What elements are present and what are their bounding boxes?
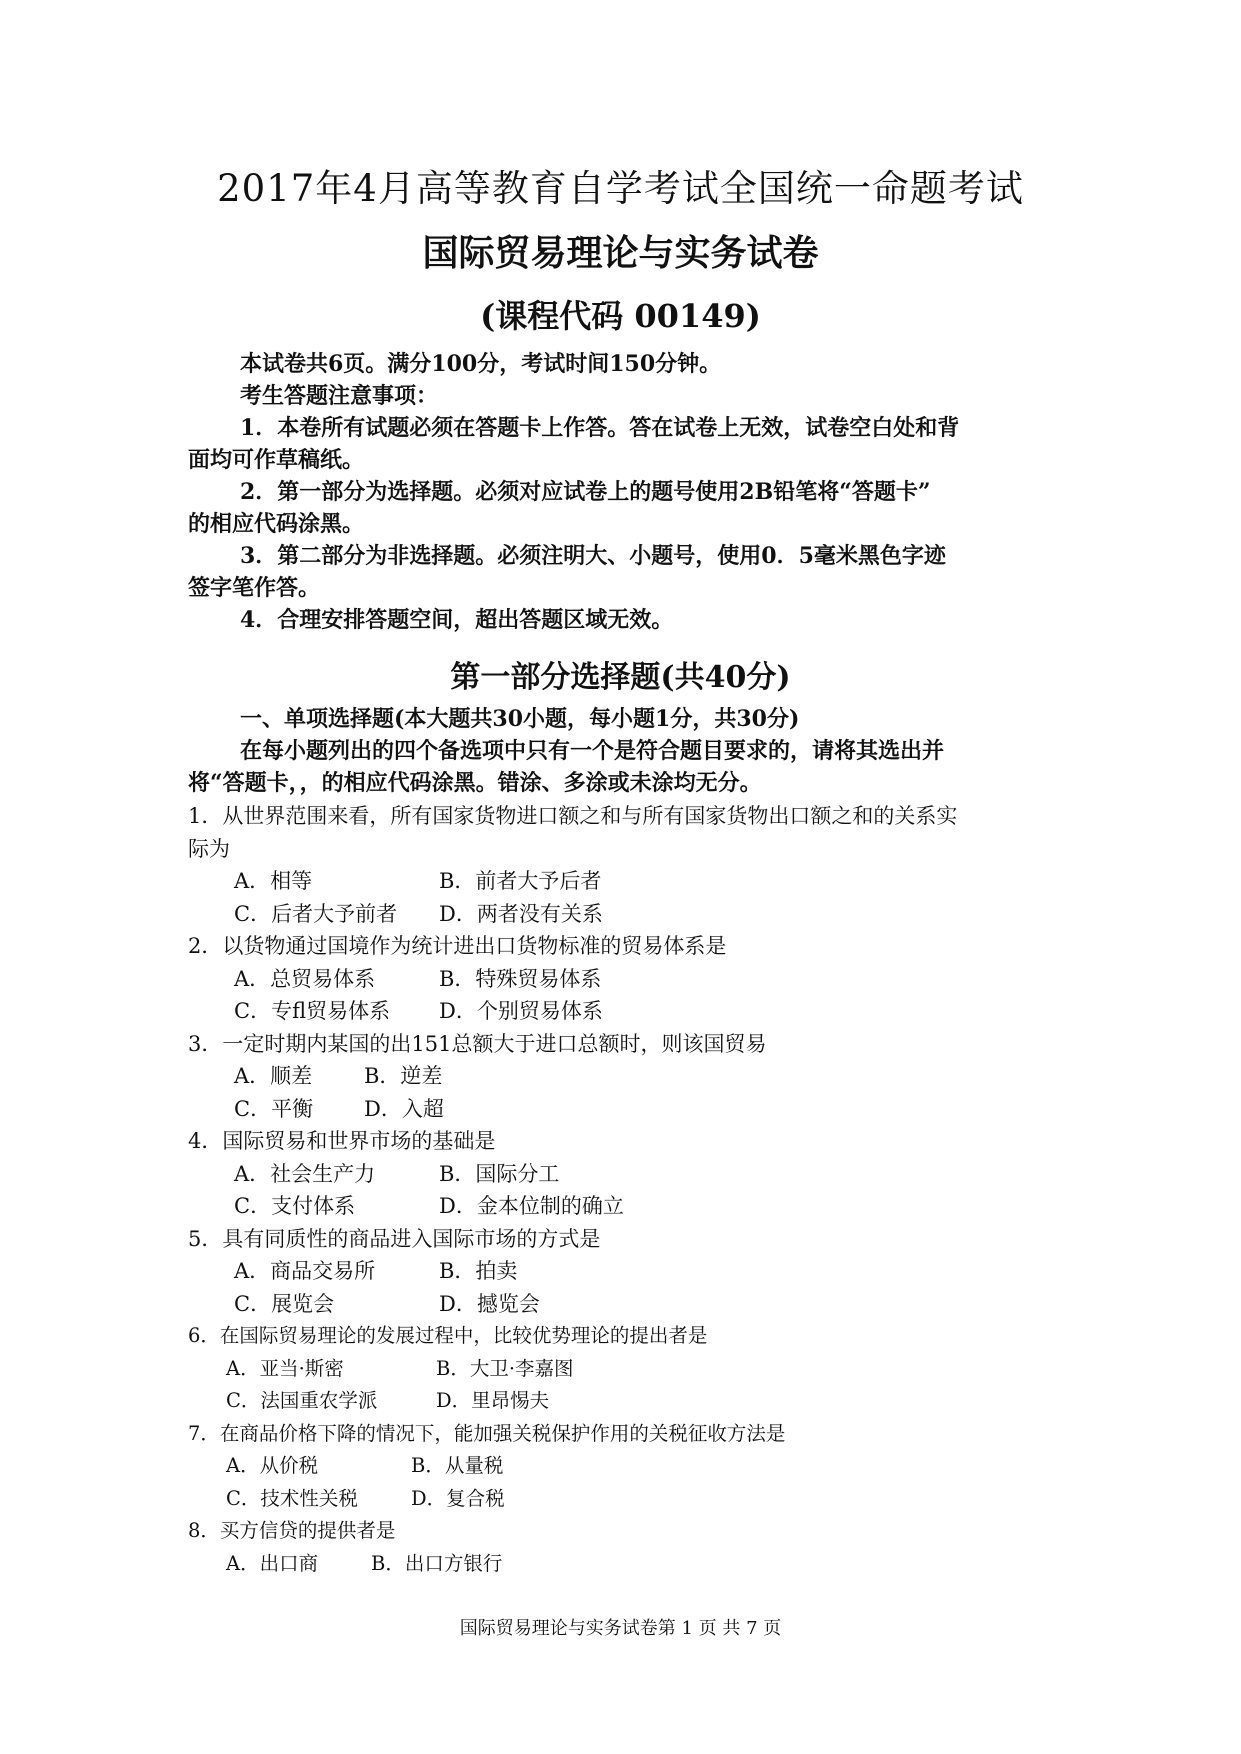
options-row	[188, 1060, 1088, 1093]
note-item-3-cont: 签字笔作答。	[188, 575, 321, 601]
question-6	[188, 1320, 1088, 1418]
option-c: C．展览会	[234, 1291, 335, 1316]
question-stem: 1．从世界范围来看，所有国家货物进口额之和与所有国家货物出口额之和的关系实	[188, 804, 958, 828]
notes-intro: 本试卷共6页。满分100分，考试时间150分钟。	[240, 351, 722, 377]
option-c: C．平衡	[234, 1096, 314, 1121]
question-1	[188, 800, 1088, 930]
part1-title: 第一部分选择题(共40分)	[450, 660, 791, 695]
option-a: A．商品交易所	[234, 1259, 376, 1283]
section-instruction: 在每小题列出的四个备选项中只有一个是符合题目要求的，请将其选出并	[240, 738, 945, 764]
option-d: D．里昂惕夫	[436, 1389, 550, 1412]
note-item-1-cont: 面均可作草稿纸。	[188, 447, 365, 473]
option-a: A．从价税	[226, 1454, 319, 1477]
question-stem: 4．国际贸易和世界市场的基础是	[188, 1129, 496, 1153]
option-d: D．入超	[364, 1096, 444, 1121]
options-row	[188, 1288, 1088, 1321]
options-row	[188, 1158, 1088, 1191]
options-row	[188, 1483, 1088, 1516]
option-d: D．复合税	[411, 1486, 505, 1510]
question-stem-cont: 际为	[188, 836, 230, 861]
paper-title: 国际贸易理论与实务试卷	[422, 232, 819, 274]
question-5	[188, 1223, 1088, 1321]
exam-title: 2017年4月高等教育自学考试全国统一命题考试	[217, 167, 1024, 210]
option-d: D．个别贸易体系	[439, 999, 603, 1023]
option-d: D．两者没有关系	[439, 901, 603, 926]
option-b: B．从量税	[411, 1454, 504, 1477]
question-list	[188, 800, 1088, 1580]
note-item-2: 2．第一部分为选择题。必须对应试卷上的题号使用2B铅笔将“答题卡”	[240, 479, 931, 505]
option-b: B．国际分工	[439, 1161, 560, 1186]
options-row	[188, 865, 1088, 898]
notes-heading: 考生答题注意事项：	[240, 383, 439, 409]
question-stem: 5．具有同质性的商品进入国际市场的方式是	[188, 1226, 601, 1251]
option-a: A．社会生产力	[234, 1161, 376, 1186]
question-3	[188, 1028, 1088, 1126]
options-row	[188, 1190, 1088, 1223]
option-b: B．出口方银行	[371, 1551, 503, 1575]
question-8	[188, 1515, 1088, 1580]
option-a: A．顺差	[234, 1064, 313, 1088]
option-a: A．出口商	[226, 1551, 319, 1575]
question-stem: 6．在国际贸易理论的发展过程中，比较优势理论的提出者是	[188, 1324, 708, 1347]
options-row	[188, 1548, 1088, 1581]
option-c: C．后者大予前者	[234, 901, 398, 926]
option-c: C．专fl贸易体系	[234, 999, 391, 1023]
options-row	[188, 1255, 1088, 1288]
options-row	[188, 1353, 1088, 1386]
option-c: C．法国重农学派	[226, 1389, 378, 1412]
note-item-3: 3．第二部分为非选择题。必须注明大、小题号，使用0．5毫米黑色字迹	[240, 543, 946, 569]
exam-notes	[188, 348, 1088, 636]
course-code: (课程代码 00149)	[480, 297, 761, 335]
question-2	[188, 930, 1088, 1028]
option-a: A．总贸易体系	[234, 966, 376, 991]
option-b: B．特殊贸易体系	[439, 966, 602, 991]
options-row	[188, 1385, 1088, 1418]
option-c: C．技术性关税	[226, 1486, 358, 1510]
question-stem: 7．在商品价格下降的情况下，能加强关税保护作用的关税征收方法是	[188, 1421, 786, 1445]
section-title: 一、单项选择题(本大题共30小题，每小题1分，共30分)	[240, 706, 800, 732]
option-d: D．撼览会	[439, 1291, 540, 1316]
question-stem: 3．一定时期内某国的出151总额大于进口总额时，则该国贸易	[188, 1031, 767, 1056]
question-stem: 8．买方信贷的提供者是	[188, 1519, 396, 1542]
options-row	[188, 995, 1088, 1028]
note-item-1: 1．本卷所有试题必须在答题卡上作答。答在试卷上无效，试卷空白处和背	[240, 415, 960, 441]
question-4	[188, 1125, 1088, 1223]
option-a: A．相等	[234, 869, 313, 893]
option-a: A．亚当·斯密	[226, 1356, 344, 1380]
options-row	[188, 898, 1088, 931]
option-d: D．金本位制的确立	[439, 1194, 624, 1218]
section-instruction-cont: 将“答题卡，，的相应代码涂黑。错涂、多涂或未涂均无分。	[188, 770, 762, 796]
options-row	[188, 963, 1088, 996]
options-row	[188, 1093, 1088, 1126]
question-stem: 2．以货物通过国境作为统计进出口货物标准的贸易体系是	[188, 934, 727, 958]
section-header	[188, 703, 1088, 799]
option-b: B．拍卖	[439, 1259, 518, 1283]
note-item-2-cont: 的相应代码涂黑。	[188, 511, 365, 537]
option-b: B．前者大予后者	[439, 869, 602, 893]
page-footer: 国际贸易理论与实务试卷第 1 页 共 7 页	[459, 1618, 782, 1639]
option-c: C．支付体系	[234, 1194, 356, 1218]
option-b: B．大卫·李嘉图	[436, 1356, 574, 1380]
question-7	[188, 1418, 1088, 1516]
note-item-4: 4．合理安排答题空间，超出答题区域无效。	[240, 607, 674, 633]
options-row	[188, 1450, 1088, 1483]
option-b: B．逆差	[364, 1064, 443, 1088]
